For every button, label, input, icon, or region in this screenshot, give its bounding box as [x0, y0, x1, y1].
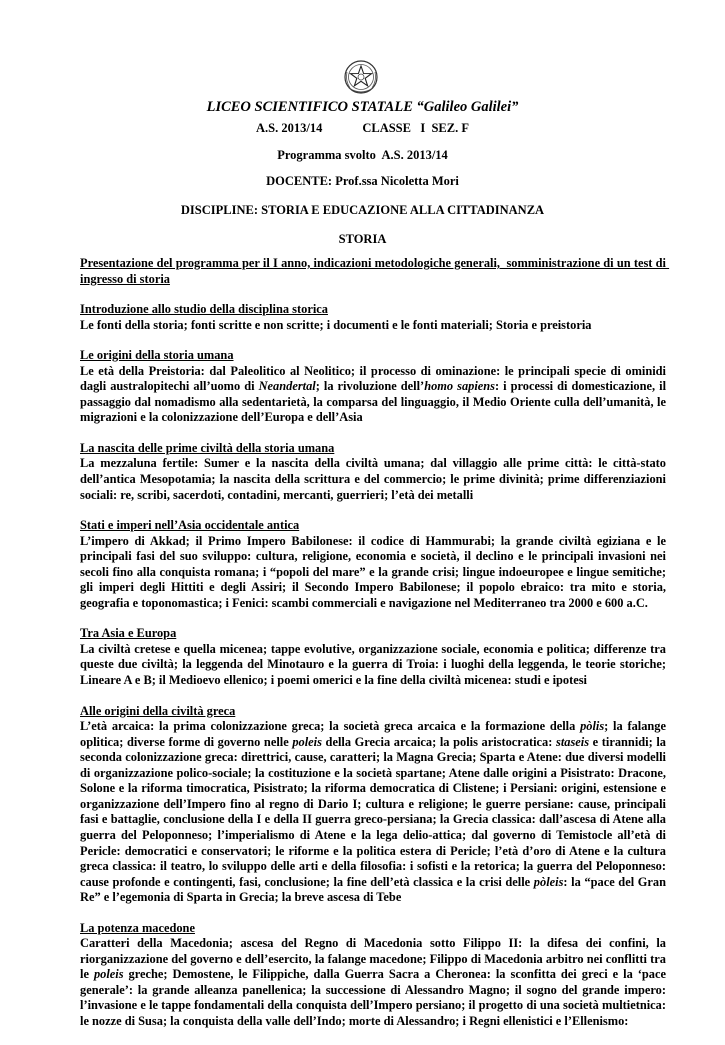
section-body: La mezzaluna fertile: Sumer e la nascita della civiltà umana; dal villaggio alle prime città: le città-stato dell’antica Mesopotamia; la nascita della scrittura e del commercio; le prime divinità; prime differenziazioni sociali: re, scribi, sacerdoti, contadini, mercanti, guerrieri; l’età dei metalli: [80, 456, 666, 502]
section-title: Introduzione allo studio della disciplina storica: [80, 302, 328, 317]
section-title: Tra Asia e Europa: [80, 626, 177, 641]
school-year: A.S. 2013/14: [256, 121, 323, 135]
section-body: L’impero di Akkad; il Primo Impero Babilonese: il codice di Hammurabi; la grande civiltà egiziana e le principali fasi del suo sviluppo: cultura, religione, economia e società, il declino e le principali invasioni nei secoli fino alla conquista romana; i “popoli del mare” e la grande crisi; lingue indoeuropee e lingue semitiche; gli imperi degli Hittiti e degli Assiri; il Secondo Impero Babilonese; il popolo ebraico: tra mito e storia, geografia e toponomastica; i Fenici: scambi commerciali e navigazione nel Mediterraneo tra 2000 e 600 a.C.: [80, 533, 666, 610]
section-title: Presentazione del programma per il I anno, indicazioni metodologiche generali, somministrazione di un test di ingresso di storia: [80, 256, 670, 286]
disciplines-line: DISCIPLINE: STORIA E EDUCAZIONE ALLA CITTADINANZA: [180, 203, 545, 217]
teacher-line: DOCENTE: Prof.ssa Nicoletta Mori: [266, 174, 459, 188]
section-origini-storia-umana: [80, 348, 666, 426]
section-title: La potenza macedone: [80, 920, 195, 935]
section-tra-asia-europa: [80, 626, 666, 688]
section-title: Le origini della storia umana: [80, 348, 234, 363]
section-body: L’età arcaica: la prima colonizzazione greca; la società greca arcaica e la formazione della pòlis; la falange oplitica; diverse forme di governo nelle poleis della Grecia arcaica; la polis aristocratica: staseis e tirannidi; la seconda colonizzazione greca: direttrici, cause, caratteri; la Magna Grecia; Sparta e Atene: due diversi modelli di organizzazione polico-sociale; la costituzione e la società spartane; Atene dalle origini a Pisistrato: Dracone, Solone e la riforma timocratica, Pisistrato; la riforma democratica di Clistene; i Persiani: origini, estensione e organizzazione dell’Impero fino al regno di Dario I; cultura e religione; le guerre persiane: cause, principali fasi e battaglie, conclusione della I e della II guerra greco-persiana; la Grecia classica: dall’ascesa di Atene alla guerra del Peloponneso; l’imperialismo di Atene e la lega delio-attica; dal governo di Temistocle all’età di Pericle: democratici e conservatori; le riforme e la politica estera di Pericle; l’età d’oro di Atene e la cultura greca classica: il teatro, lo sviluppo delle arti e della filosofia: i sofisti e la retorica; la guerra del Peloponneso: cause profonde e contingenti, fasi, conclusione; la fine dell’età classica e la crisi delle pòleis: la “pace del Gran Re” e l’egemonia di Sparta in Grecia; la breve ascesa di Tebe: [80, 719, 666, 905]
subject-heading: STORIA: [338, 232, 387, 246]
section-stati-imperi: [80, 518, 666, 611]
program-title: Programma svolto A.S. 2013/14: [277, 148, 448, 162]
section-title: La nascita delle prime civiltà della storia umana: [80, 440, 335, 455]
section-civilta-greca: [80, 704, 666, 906]
section-body: Le età della Preistoria: dal Paleolitico al Neolitico; il processo di ominazione: le principali specie di ominidi dagli australopitechi all’uomo di Neandertal; la rivoluzione dell’homo sapiens: i processi di domesticazione, il passaggio dal nomadismo alla sedentarietà, la comparsa del linguaggio, il Medio Oriente culla dell’umanità, le migrazioni e la colonizzazione dell’Europa e dell’Asia: [80, 363, 667, 425]
school-name: LICEO SCIENTIFICO STATALE “Galileo Galilei”: [206, 99, 519, 115]
section-potenza-macedone: [80, 921, 666, 1030]
section-body: Caratteri della Macedonia; ascesa del Regno di Macedonia sotto Filippo II: la difesa dei confini, la riorganizzazione del governo e dell’esercito, la falange macedone; Filippo di Macedonia arbitro nei conflitti tra le poleis greche; Demostene, le Filippiche, dalla Guerra Sacra a Cheronea: la sconfitta dei greci e la ‘pace generale’: la grande alleanza panellenica; la successione di Alessandro Magno; il sogno del grande impero: l’invasione e le tappe fondamentali della conquista dell’Impero persiano; il progetto di una società multietnica: le nozze di Susa; la conquista della valle dell’Indo; morte di Alessandro; i Regni ellenistici e l’Ellenismo:: [80, 936, 667, 1028]
section-prime-civilta: [80, 441, 666, 503]
class-section: CLASSE I SEZ. F: [362, 121, 469, 135]
section-presentazione: [80, 256, 670, 287]
section-body: La civiltà cretese e quella micenea; tappe evolutive, organizzazione sociale, economia e politica; differenze tra queste due civiltà; la leggenda del Minotauro e la guerra di Troia: i luoghi della leggenda, le teorie storiche; Lineare A e B; il Medioevo ellenico; i poemi omerici e la fine della civiltà micenea: studi e ipotesi: [80, 641, 666, 688]
year-class-line: [0, 121, 725, 136]
italian-republic-emblem-icon: [343, 58, 379, 96]
section-title: Stati e imperi nell’Asia occidentale antica: [80, 518, 300, 533]
section-title: Alle origini della civiltà greca: [80, 703, 236, 718]
section-introduzione: [80, 302, 666, 333]
program-content: [80, 256, 670, 1045]
section-body: Le fonti della storia; fonti scritte e non scritte; i documenti e le fonti materiali; Storia e preistoria: [80, 317, 592, 332]
